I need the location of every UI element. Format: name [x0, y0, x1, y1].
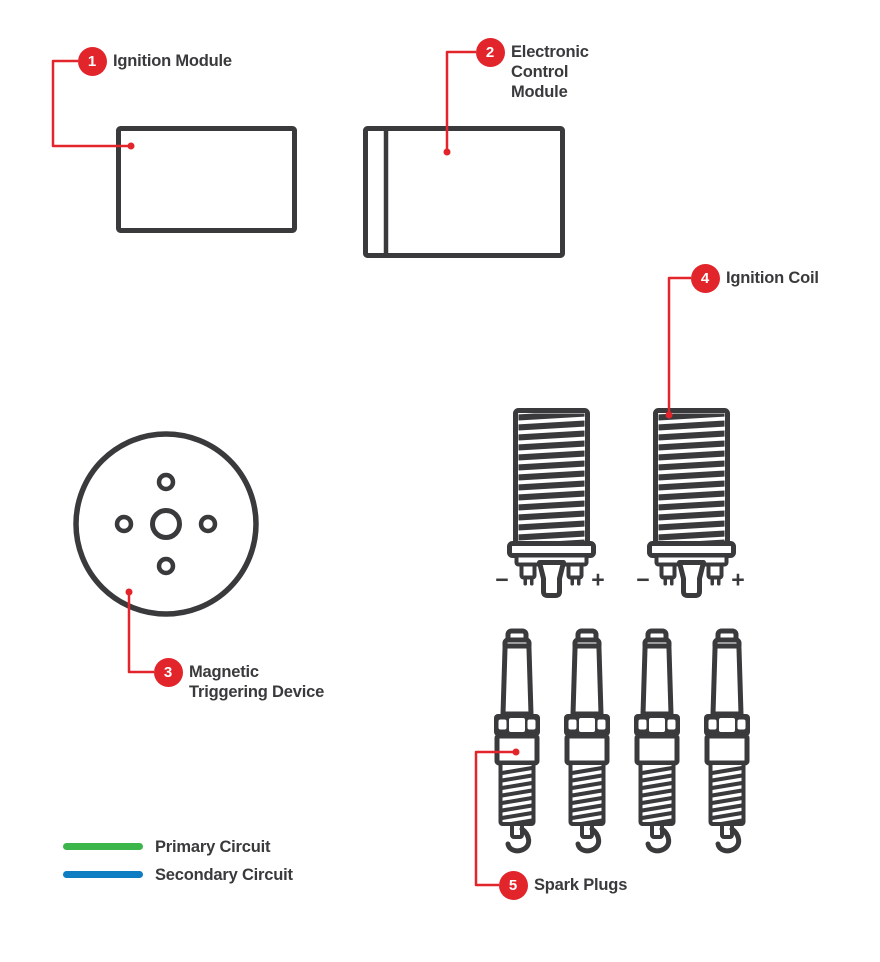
coil-1-plus-sign: + [591, 566, 605, 593]
callout-5-badge: 5 [499, 871, 528, 900]
legend-secondary-circuit-label: Secondary Circuit [155, 865, 293, 884]
ignition-coil-2 [650, 411, 734, 596]
callout-2-badge: 2 [476, 38, 505, 67]
electronic-control-module-box [366, 128, 563, 256]
callout-5-label: Spark Plugs [534, 876, 628, 894]
leader-dot-3 [126, 589, 133, 596]
coil-2-plus-sign: + [731, 566, 745, 593]
spark-plug-3 [634, 631, 680, 851]
callout-2-label: Electronic Control Module [511, 43, 589, 101]
legend-primary-circuit-label: Primary Circuit [155, 837, 271, 856]
leader-line-4 [669, 278, 691, 414]
callout-1-badge: 1 [78, 47, 107, 76]
callout-4-label: Ignition Coil [726, 269, 819, 287]
leader-dot-1 [128, 143, 135, 150]
spark-plug-2 [564, 631, 610, 851]
ignition-module-box [119, 129, 295, 231]
coil-2-minus-sign: − [636, 566, 650, 593]
callout-1-label: Ignition Module [113, 52, 232, 70]
callout-3-badge: 3 [154, 658, 183, 687]
spark-plug-4 [704, 631, 750, 851]
coil-1-minus-sign: − [495, 566, 509, 593]
legend-secondary-circuit-swatch [63, 871, 143, 878]
leader-dot-2 [444, 149, 451, 156]
leader-line-2 [447, 52, 476, 151]
callout-4-badge: 4 [691, 264, 720, 293]
ignition-coil-1 [510, 411, 594, 596]
leader-dot-5 [513, 749, 520, 756]
magnetic-triggering-device-wheel [76, 434, 256, 614]
callout-3-label: Magnetic Triggering Device [189, 663, 325, 701]
spark-plug-1 [494, 631, 540, 851]
leader-dot-4 [666, 412, 673, 419]
leader-line-3 [129, 592, 154, 672]
legend-primary-circuit-swatch [63, 843, 143, 850]
